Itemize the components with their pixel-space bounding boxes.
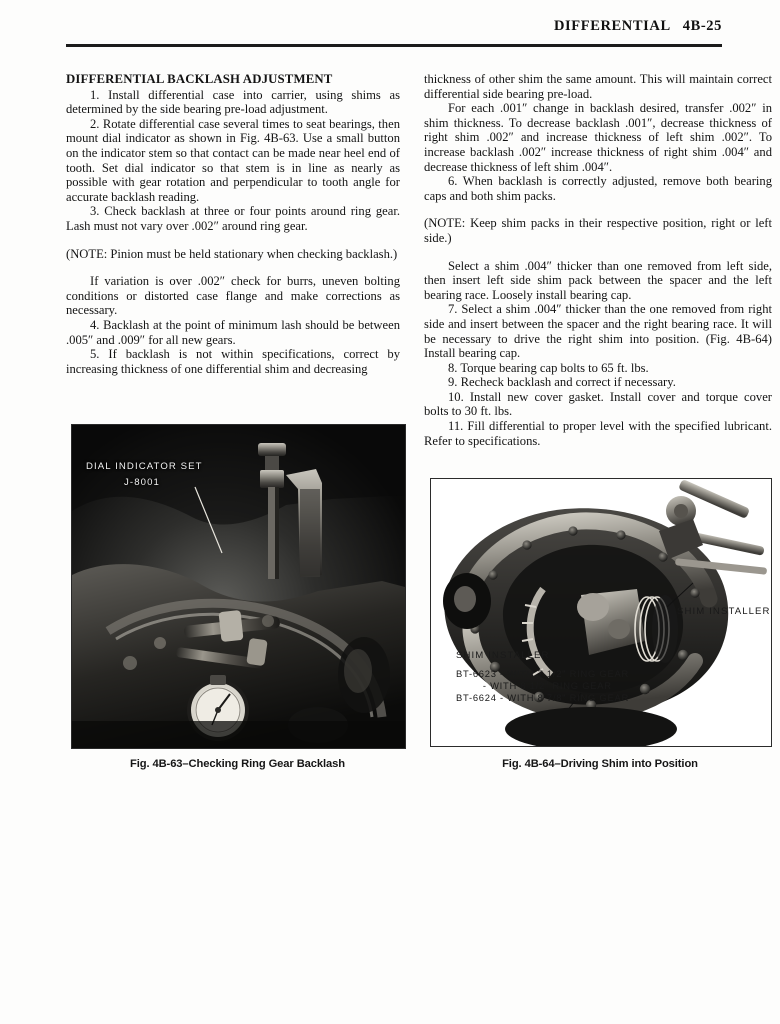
callout-shim-installer-right: SHIM INSTALLER — [677, 606, 771, 617]
callout-j-8001: J-8001 — [124, 477, 160, 488]
paragraph-step-10: 10. Install new cover gasket. Install cover and torque cover bolts to 30 ft. lbs. — [424, 389, 772, 419]
note-pinion-stationary: (NOTE: Pinion must be held stationary when checking backlash.) — [66, 246, 398, 261]
paragraph-step-9: 9. Recheck backlash and correct if necessary. — [448, 375, 676, 390]
shim-installer-spec-line-3: BT-6624 - WITH 8 7/8" RING GEAR — [456, 692, 629, 703]
paragraph-step-11: 11. Fill differential to proper level with the specified lubricant. Refer to specifications. — [424, 419, 772, 448]
paragraph-step-6: 6. When backlash is correctly adjusted, remove both bearing caps and both shim packs. — [424, 174, 772, 203]
header-section-title: DIFFERENTIAL — [553, 18, 671, 34]
section-heading: DIFFERENTIAL BACKLASH ADJUSTMENT — [66, 72, 333, 86]
header-rule — [66, 44, 722, 47]
paragraph-step-5: 5. If backlash is not within specifications, correct by increasing thickness of one differential shim and decreasing — [66, 347, 400, 376]
left-text-column — [66, 72, 400, 376]
header-page-number: 4B-25 — [682, 18, 722, 34]
paragraph-step-2: 2. Rotate differential case several times to seat bearings, then mount dial indicator as shown in Fig. 4B-63. Use a small button on the indicator stem so that contact can be made near heel end of tooth. Set dial indicator so that stem is in line as nearly as possible with gear rotation and perpendicular to tooth angle for accurate backlash reading. — [66, 116, 400, 204]
note-shim-packs: (NOTE: Keep shim packs in their respective position, right or left side.) — [424, 216, 772, 245]
paragraph-step-4: 4. Backlash at the point of minimum lash should be between .005″ and .009″ for all new gears. — [66, 317, 400, 347]
page-header — [66, 18, 722, 48]
header-title — [554, 18, 722, 35]
differential-carrier-photograph — [72, 425, 405, 748]
callout-dial-indicator-set: DIAL INDICATOR SET — [86, 461, 203, 472]
shim-installer-spec-line-1: BT-6623 - WITH 7 1/2" RING GEAR — [456, 668, 629, 679]
paragraph-shim-transfer: For each .001″ change in backlash desired, transfer .002″ in shim thickness. To decrease backlash .001″, decrease thickness of right shim .002″ and increase thickness of left shim .002″. To increase backlash .002″ increase thickness of right shim .004″ and decrease thickness of left shim .004″. — [424, 101, 772, 174]
figure-caption-4b-63: Fig. 4B-63–Checking Ring Gear Backlash — [129, 758, 346, 770]
paragraph-step-3: 3. Check backlash at three or four points around ring gear. Lash must not vary over .002″ around ring gear. — [66, 204, 400, 233]
paragraph-step-8: 8. Torque bearing cap bolts to 65 ft. lbs. — [448, 360, 649, 375]
callout-shim-installer-left: SHIM INSTALLER — [456, 650, 550, 661]
paragraph-step-7: 7. Select a shim .004″ thicker than the one removed from right side and insert between the spacer and the right bearing race. It will be necessary to drive the right shim into position. (Fig. 4B-64) Install bearing cap. — [424, 302, 772, 361]
right-text-column — [424, 72, 772, 448]
figure-4b-64-photo — [430, 478, 772, 747]
paragraph-step-1: 1. Install differential case into carrier, using shims as determined by the side bearing pre-load adjustment. — [66, 87, 400, 117]
figure-4b-63-photo — [71, 424, 406, 749]
figure-caption-4b-64: Fig. 4B-64–Driving Shim into Position — [502, 758, 698, 770]
paragraph-variation: If variation is over .002″ check for burrs, uneven bolting conditions or distorted case flange and make corrections as necessary. — [66, 274, 400, 318]
paragraph-select-left-shim: Select a shim .004″ thicker than one removed from left side, then insert left side shim pack between the spacer and the left bearing race. Loosely install bearing cap. — [424, 258, 772, 302]
paragraph-continuation: thickness of other shim the same amount. This will maintain correct differential side bearing pre-load. — [424, 72, 772, 101]
shim-installer-spec-line-2: - WITH 8 1/2" RING GEAR — [456, 680, 612, 691]
